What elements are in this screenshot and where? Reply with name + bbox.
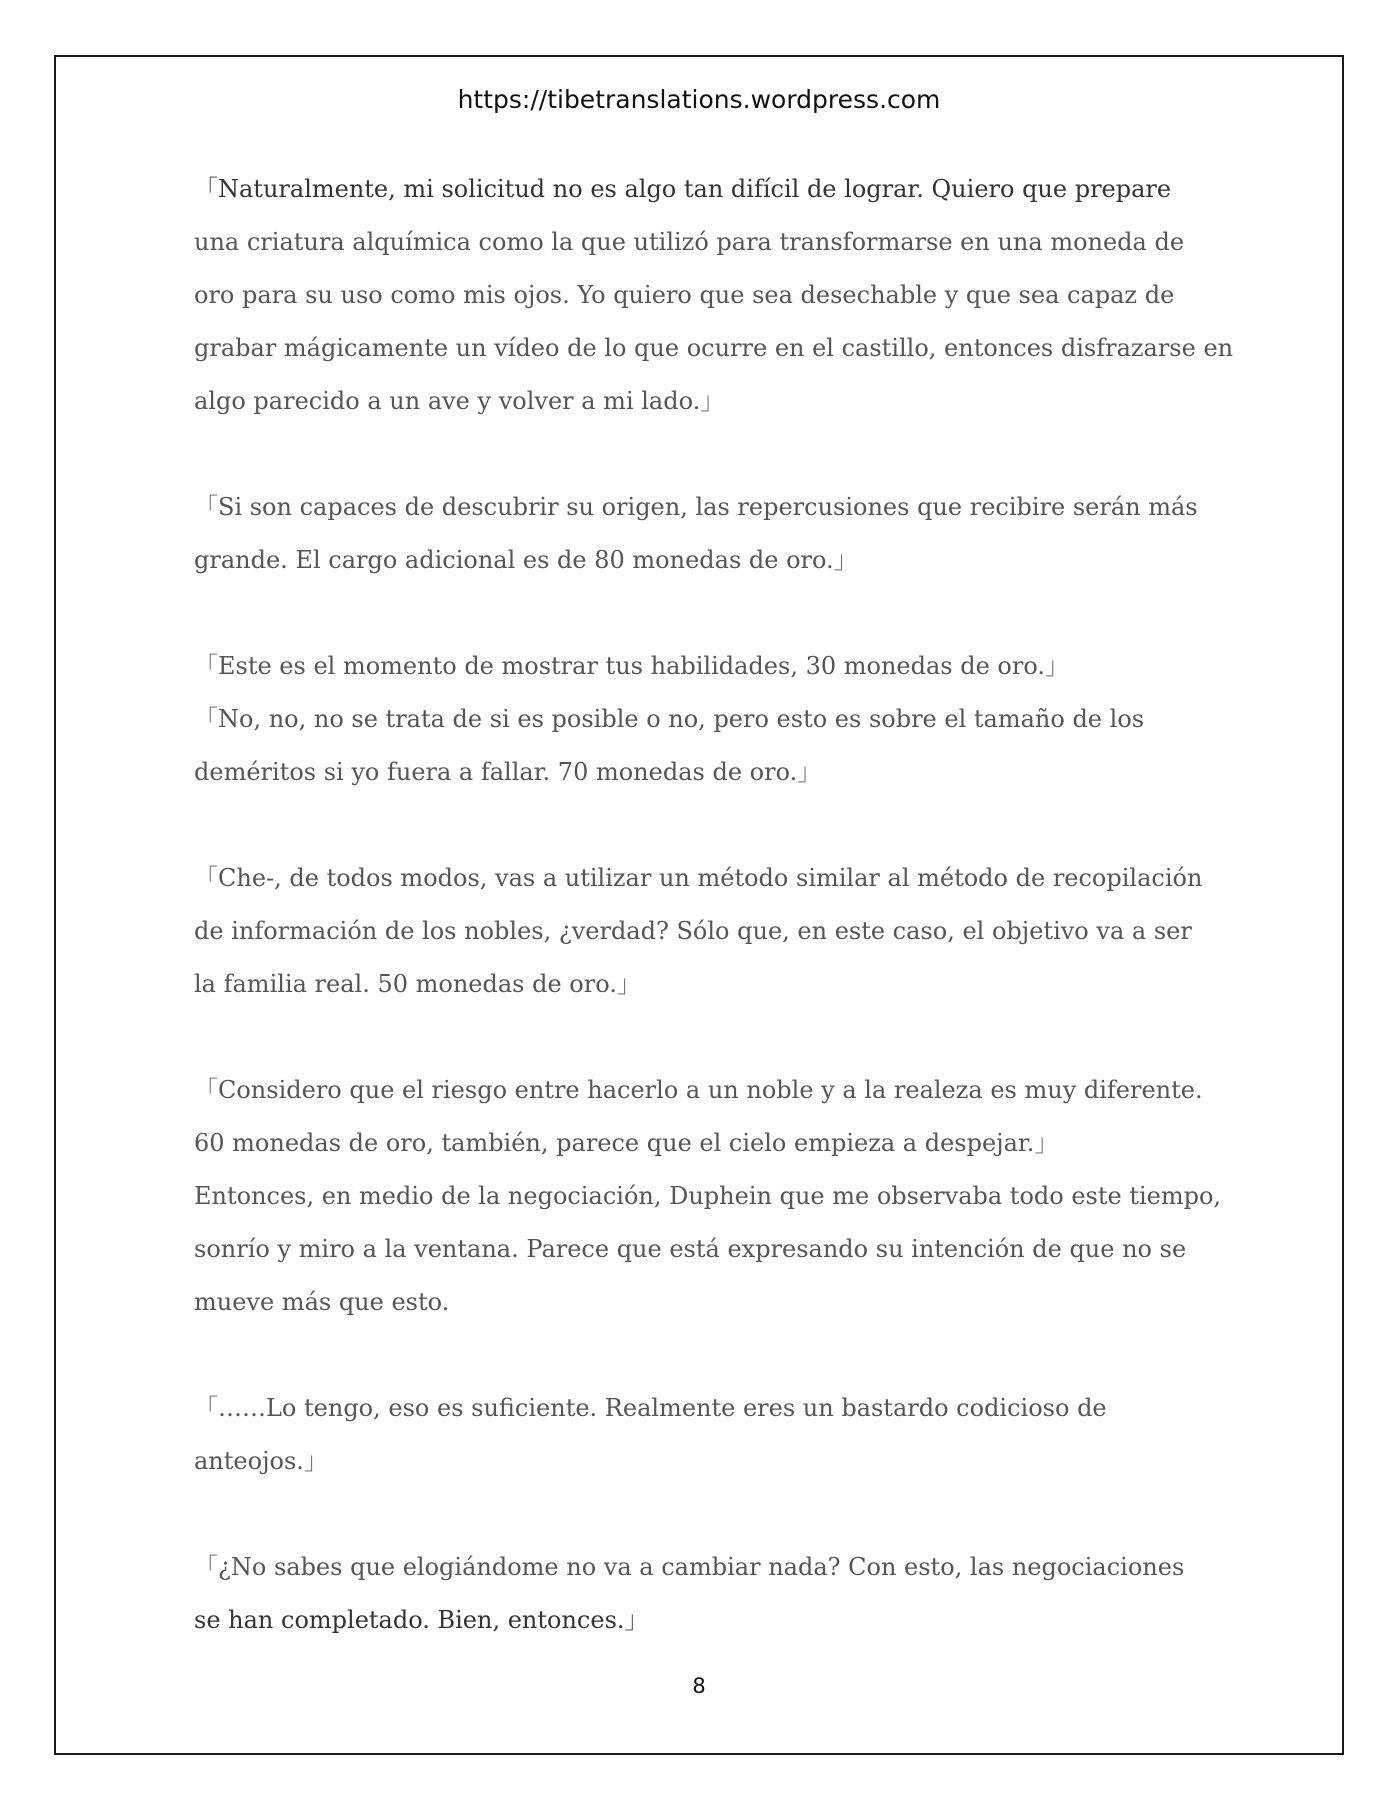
text-line: 「Si son capaces de descubrir su origen, las repercusiones que recibire serán más: [194, 493, 1198, 521]
header-url: https://tibetranslations.wordpress.com: [457, 85, 941, 114]
text-line: mueve más que esto.: [194, 1288, 450, 1316]
text-line: 「Este es el momento de mostrar tus habilidades, 30 monedas de oro.」: [194, 652, 1070, 680]
text-line: 「Naturalmente, mi solicitud no es algo tan difícil de lograr. Quiero que prepare: [194, 175, 1172, 203]
blank-line: [194, 587, 1234, 640]
text-line: 「……Lo tengo, eso es suficiente. Realmente eres un bastardo codicioso de: [194, 1394, 1107, 1422]
document-body: [194, 163, 1234, 1647]
text-line: una criatura alquímica como la que utilizó para transformarse en una moneda de: [194, 228, 1185, 256]
blank-line: [194, 799, 1234, 852]
page-number: 8: [692, 1674, 706, 1698]
blank-line: [194, 1329, 1234, 1382]
text-line: deméritos si yo fuera a fallar. 70 monedas de oro.」: [194, 758, 822, 786]
text-line: 「No, no, no se trata de si es posible o no, pero esto es sobre el tamaño de los: [194, 705, 1145, 733]
text-line: Entonces, en medio de la negociación, Duphein que me observaba todo este tiempo,: [194, 1182, 1222, 1210]
text-line: de información de los nobles, ¿verdad? Sólo que, en este caso, el objetivo va a ser: [194, 917, 1192, 945]
text-line: oro para su uso como mis ojos. Yo quiero que sea desechable y que sea capaz de: [194, 281, 1175, 309]
text-line: la familia real. 50 monedas de oro.」: [194, 970, 641, 998]
text-line: grande. El cargo adicional es de 80 monedas de oro.」: [194, 546, 858, 574]
blank-line: [194, 1011, 1234, 1064]
text-line: anteojos.」: [194, 1447, 328, 1475]
blank-line: [194, 1488, 1234, 1541]
blank-line: [194, 428, 1234, 481]
text-line: algo parecido a un ave y volver a mi lado.」: [194, 387, 725, 415]
text-line: 「Considero que el riesgo entre hacerlo a un noble y a la realeza es muy diferente.: [194, 1076, 1203, 1104]
text-line: se han completado. Bien, entonces.」: [194, 1606, 649, 1634]
text-line: 60 monedas de oro, también, parece que el cielo empieza a despejar.」: [194, 1129, 1059, 1157]
text-line: 「Che-, de todos modos, vas a utilizar un método similar al método de recopilación: [194, 864, 1203, 892]
page-frame: [54, 55, 1344, 1755]
text-line: 「¿No sabes que elogiándome no va a cambiar nada? Con esto, las negociaciones: [194, 1553, 1185, 1581]
text-line: sonrío y miro a la ventana. Parece que está expresando su intención de que no se: [194, 1235, 1187, 1263]
text-line: grabar mágicamente un vídeo de lo que ocurre en el castillo, entonces disfrazarse en: [194, 334, 1234, 362]
